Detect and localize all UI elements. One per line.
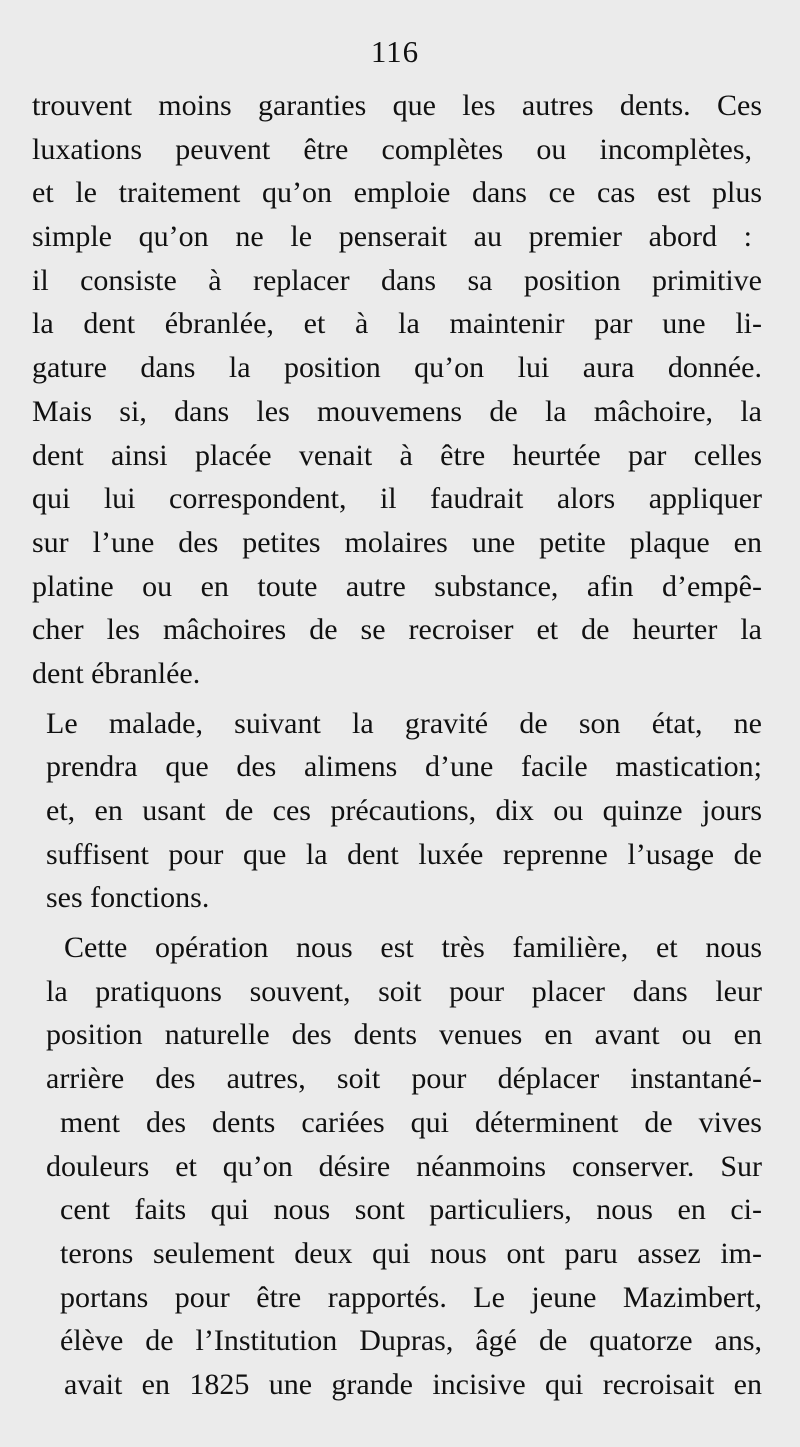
text-line: luxations peuvent être complètes ou incomplètes, bbox=[32, 132, 752, 166]
text-line: arrière des autres, soit pour déplacer instantané- bbox=[46, 1062, 762, 1096]
text-line: qui lui correspondent, il faudrait alors appliquer bbox=[32, 482, 762, 516]
text-line: terons seulement deux qui nous ont paru assez im- bbox=[60, 1236, 762, 1270]
paragraph-start-line: Cette opération nous est très familière, et nous bbox=[64, 931, 762, 965]
text-line: ses fonctions. bbox=[46, 881, 210, 915]
text-line: dent ébranlée. bbox=[32, 656, 201, 690]
page-number: 116 bbox=[370, 34, 420, 69]
text-line: il consiste à replacer dans sa position primitive bbox=[32, 263, 762, 297]
text-line: prendra que des alimens d’une facile mastication; bbox=[46, 750, 762, 784]
text-line: cent faits qui nous sont particuliers, nous en ci- bbox=[60, 1193, 762, 1227]
text-line: élève de l’Institution Dupras, âgé de quatorze ans, bbox=[60, 1324, 762, 1358]
text-line: la pratiquons souvent, soit pour placer dans leur bbox=[46, 974, 762, 1008]
text-line: sur l’une des petites molaires une petite plaque en bbox=[32, 525, 762, 559]
text-line: dent ainsi placée venait à être heurtée par celles bbox=[32, 438, 762, 472]
text-line: simple qu’on ne le penserait au premier abord : bbox=[32, 220, 752, 254]
text-line: Mais si, dans les mouvemens de la mâchoire, la bbox=[32, 394, 762, 428]
text-line: portans pour être rapportés. Le jeune Mazimbert, bbox=[60, 1280, 762, 1314]
text-line: avait en 1825 une grande incisive qui recroisait en bbox=[64, 1367, 762, 1401]
text-line: douleurs et qu’on désire néanmoins conserver. Sur bbox=[46, 1149, 762, 1183]
text-line: trouvent moins garanties que les autres dents. Ces bbox=[32, 89, 762, 122]
text-line: la dent ébranlée, et à la maintenir par une li- bbox=[32, 307, 762, 341]
paragraph-start-line: Le malade, suivant la gravité de son état, ne bbox=[46, 706, 762, 740]
text-line: position naturelle des dents venues en avant ou en bbox=[46, 1018, 762, 1052]
text-line: cher les mâchoires de se recroiser et de heurter la bbox=[32, 613, 762, 647]
body-text bbox=[32, 84, 762, 1407]
text-line: suffisent pour que la dent luxée reprenne l’usage de bbox=[46, 837, 762, 871]
text-line: gature dans la position qu’on lui aura donnée. bbox=[32, 351, 762, 385]
text-line: et, en usant de ces précautions, dix ou quinze jours bbox=[46, 794, 762, 827]
text-line: ment des dents cariées qui déterminent de vives bbox=[60, 1105, 762, 1139]
text-line: et le traitement qu’on emploie dans ce cas est plus bbox=[32, 176, 762, 210]
text-line: platine ou en toute autre substance, afin d’empê- bbox=[32, 569, 762, 603]
